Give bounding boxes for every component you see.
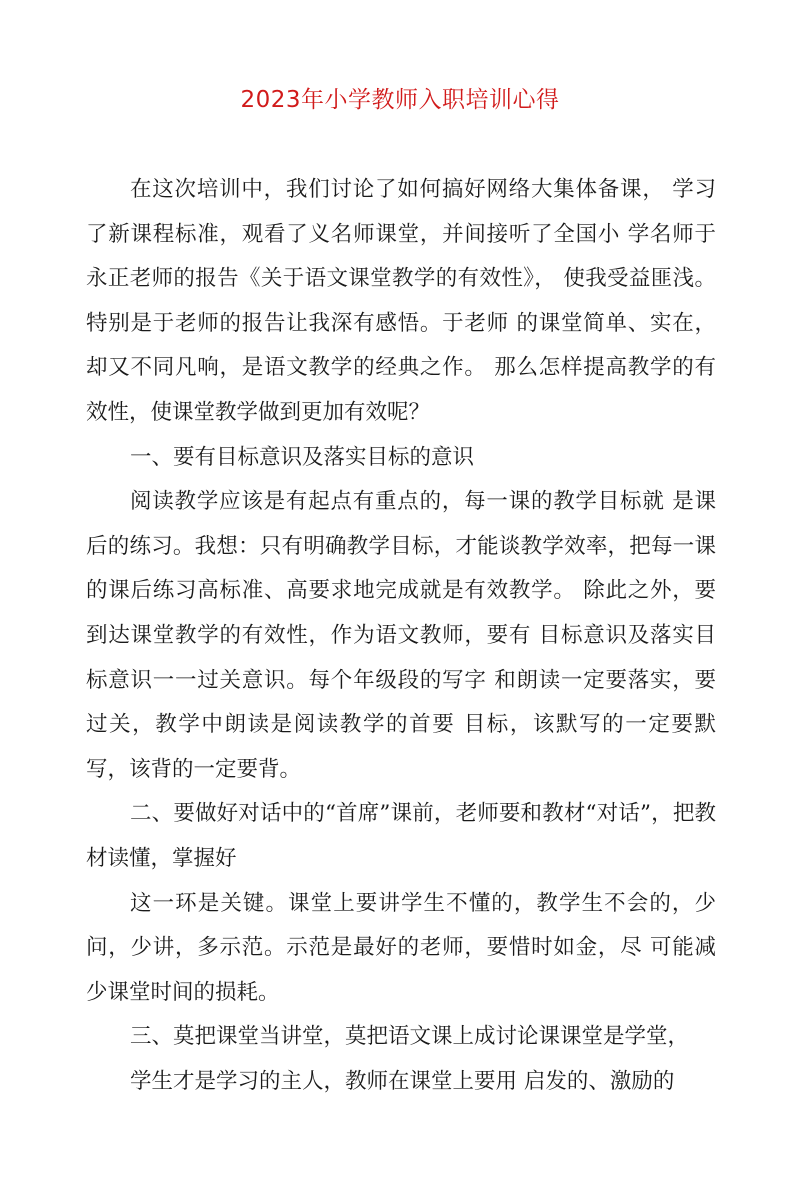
paragraph-section-2: 这一环是关键。课堂上要讲学生不懂的，教学生不会的，少问，少讲，多示范。示范是最好的老师，要惜时如金，尽 可能减少课堂时间的损耗。: [86, 890, 716, 1005]
section-heading-3: 三、莫把课堂当讲堂，莫把语文课上成讨论课课堂是学堂，: [130, 1024, 690, 1050]
section-heading-1: 一、要有目标意识及落实目标的意识: [130, 444, 475, 470]
paragraph-section-1: 阅读教学应该是有起点有重点的，每一课的教学目标就 是课后的练习。我想：只有明确教学目标，才能谈教学效率，把每一课的课后练习高标准、高要求地完成就是有效教学。 除此之外，要到达课堂教学的有效性，作为语文教师，要有 目标意识及落实目标意识一一过关意识。每个年级段的写字 和朗读一定要落实，要过关，教学中朗读是阅读教学的首要 目标，该默写的一定要默写，该背的一定要背。: [86, 489, 716, 782]
paragraph-intro: 在这次培训中，我们讨论了如何搞好网络大集体备课， 学习了新课程标准，观看了义名师课堂，并间接听了全国小 学名师于永正老师的报告《关于语文课堂教学的有效性》， 使我受益匪浅。特别是于老师的报告让我深有感悟。于老师 的课堂简单、实在，却又不同凡响，是语文教学的经典之作。 那么怎样提高教学的有效性，使课堂教学做到更加有效呢？: [86, 177, 716, 425]
document-title: 2023年小学教师入职培训心得: [240, 87, 560, 113]
section-heading-2: 二、要做好对话中的“首席”课前，老师要和教材“对话”，把教材读懂，掌握好: [86, 801, 716, 871]
document-body: [86, 168, 716, 1104]
paragraph-section-3: 学生才是学习的主人，教师在课堂上要用 启发的、激励的: [130, 1068, 675, 1094]
